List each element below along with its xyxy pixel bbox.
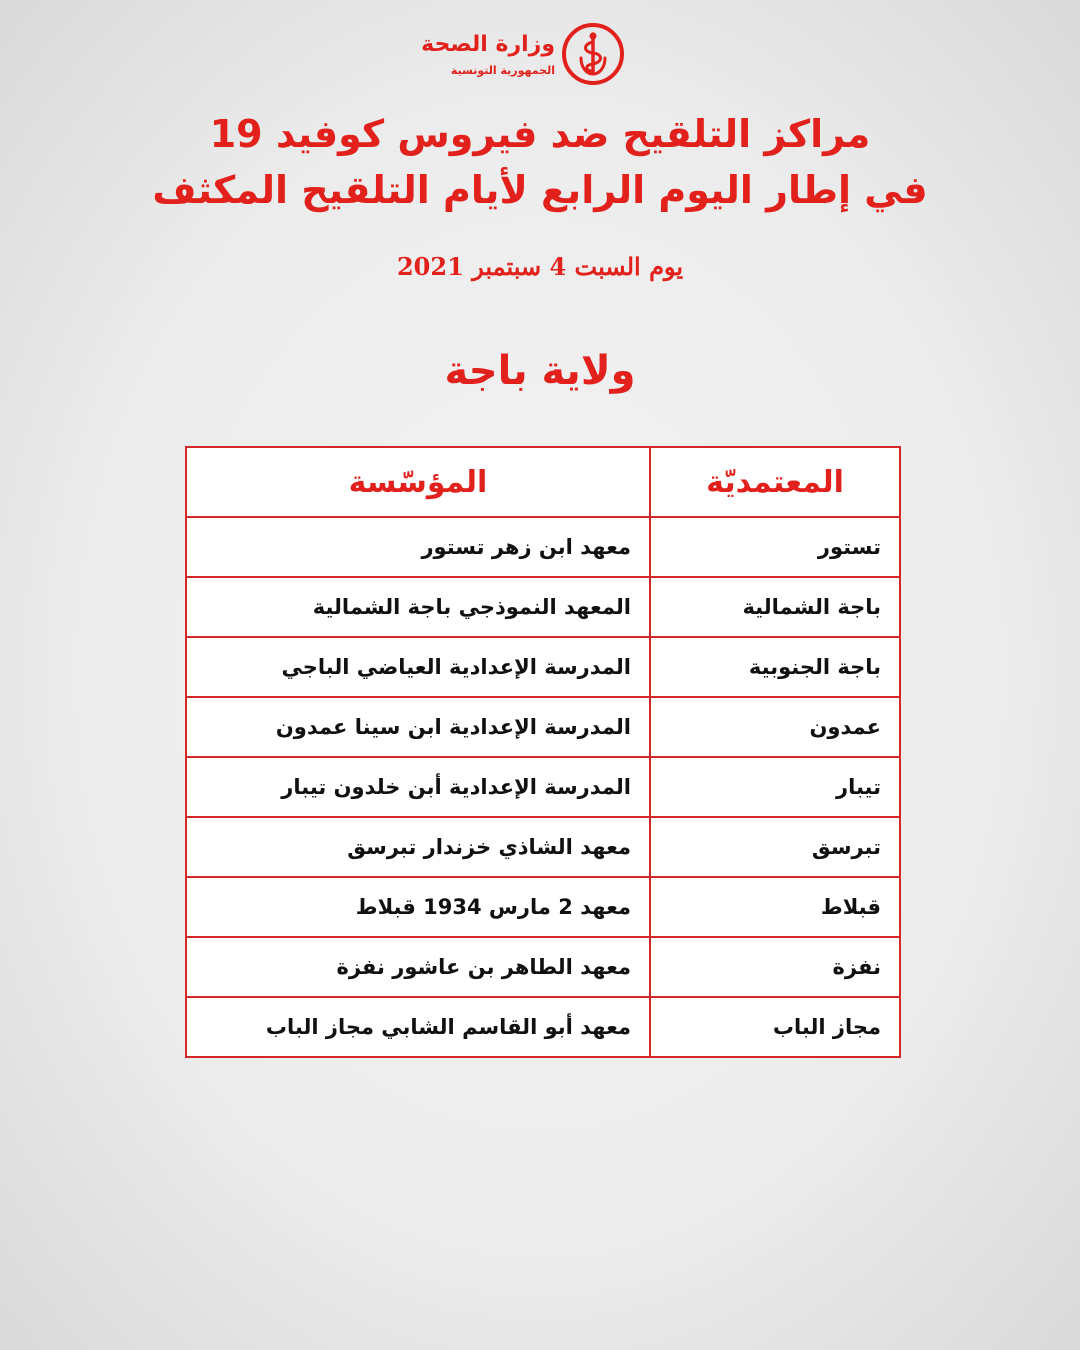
- table-row: [186, 997, 900, 1057]
- table-row: [186, 697, 900, 757]
- delegation-cell: تيبار: [650, 757, 900, 817]
- header-delegation: المعتمديّة: [650, 447, 900, 517]
- institution-cell: المدرسة الإعدادية ابن سينا عمدون: [186, 697, 650, 757]
- delegation-cell: باجة الشمالية: [650, 577, 900, 637]
- institution-cell: معهد ابن زهر تستور: [186, 517, 650, 577]
- delegation-cell: قبلاط: [650, 877, 900, 937]
- delegation-cell: تستور: [650, 517, 900, 577]
- delegation-cell: عمدون: [650, 697, 900, 757]
- vaccination-centers-table: [185, 446, 901, 1058]
- republic-name: الجمهورية التونسية: [450, 64, 555, 77]
- page-title-line-1: مراكز التلقيح ضد فيروس كوفيد 19: [209, 112, 871, 156]
- delegation-cell: باجة الجنوبية: [650, 637, 900, 697]
- institution-cell: المدرسة الإعدادية العياضي الباجي: [186, 637, 650, 697]
- institution-cell: معهد 2 مارس 1934 قبلاط: [186, 877, 650, 937]
- table-row: [186, 757, 900, 817]
- table-row: [186, 517, 900, 577]
- institution-cell: المعهد النموذجي باجة الشمالية: [186, 577, 650, 637]
- delegation-cell: تبرسق: [650, 817, 900, 877]
- institution-cell: معهد الشاذي خزندار تبرسق: [186, 817, 650, 877]
- table-row: [186, 817, 900, 877]
- page-title-line-2: في إطار اليوم الرابع لأيام التلقيح المكثف: [152, 168, 928, 212]
- health-emblem-icon: [561, 22, 625, 86]
- header-institution: المؤسّسة: [186, 447, 650, 517]
- table-row: [186, 577, 900, 637]
- table-row: [186, 637, 900, 697]
- delegation-cell: مجاز الباب: [650, 997, 900, 1057]
- date-line: يوم السبت 4 سبتمبر 2021: [396, 252, 684, 281]
- vaccination-centers-table-wrapper: [185, 446, 901, 1058]
- institution-cell: معهد أبو القاسم الشابي مجاز الباب: [186, 997, 650, 1057]
- table-header-row: [186, 447, 900, 517]
- table-row: [186, 877, 900, 937]
- table-row: [186, 937, 900, 997]
- delegation-cell: نفزة: [650, 937, 900, 997]
- ministry-logo: [421, 22, 625, 92]
- institution-cell: المدرسة الإعدادية أبن خلدون تيبار: [186, 757, 650, 817]
- ministry-name: وزارة الصحة: [421, 32, 555, 57]
- institution-cell: معهد الطاهر بن عاشور نفزة: [186, 937, 650, 997]
- governorate-heading: ولاية باجة: [444, 348, 636, 394]
